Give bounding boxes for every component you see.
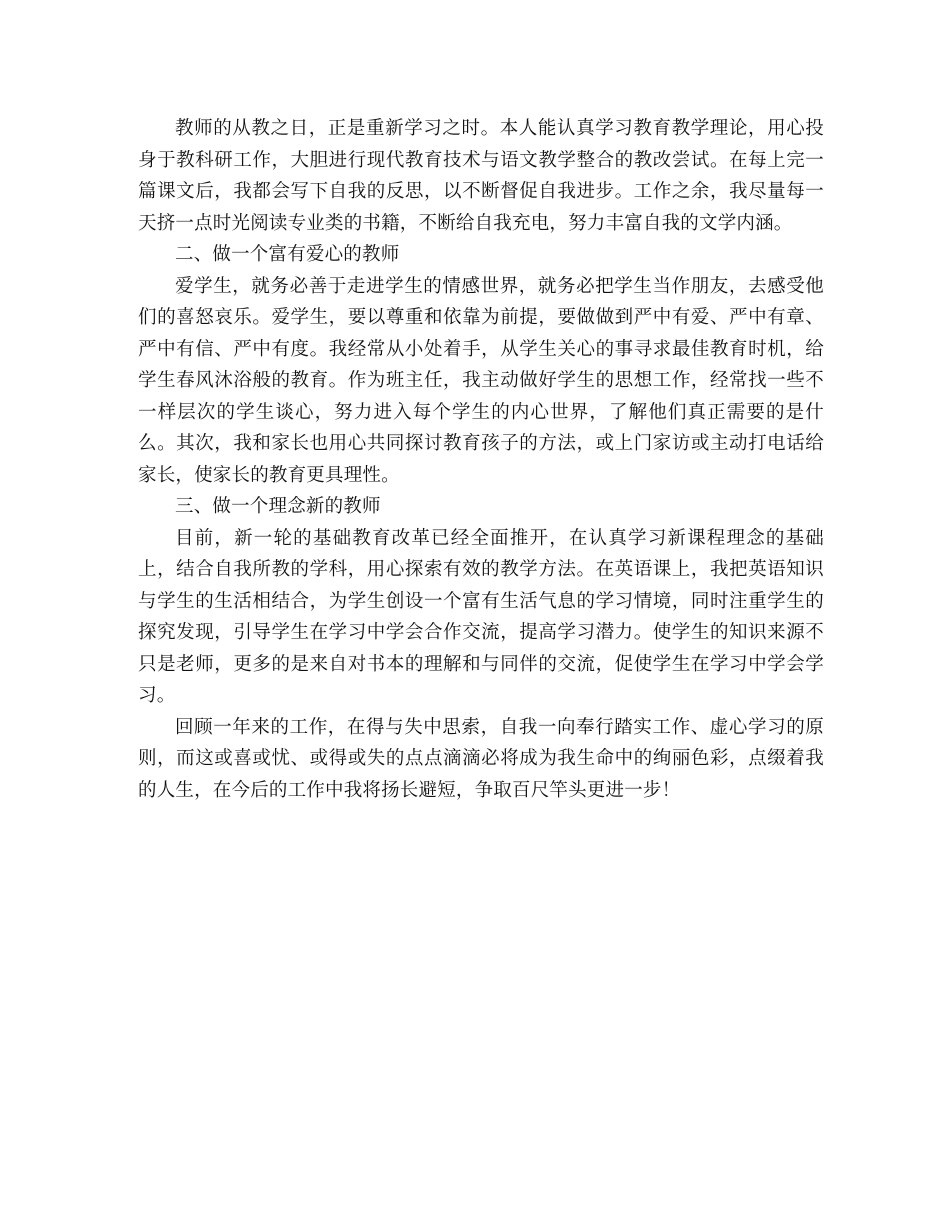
document-body (138, 113, 824, 806)
paragraph-self-study: 教师的从教之日，正是重新学习之时。本人能认真学习教育教学理论，用心投身于教科研工作，大胆进行现代教育技术与语文教学整合的教改尝试。在每上完一篇课文后，我都会写下自我的反思，以不断督促自我进步。工作之余，我尽量每一天挤一点时光阅读专业类的书籍，不断给自我充电，努力丰富自我的文学内涵。 (138, 118, 824, 234)
paragraph-education-reform: 目前，新一轮的基础教育改革已经全面推开，在认真学习新课程理念的基础上，结合自我所教的学科，用心探索有效的教学方法。在英语课上，我把英语知识与学生的生活相结合，为学生创设一个富有生活气息的学习情境，同时注重学生的探究发现，引导学生在学习中学会合作交流，提高学习潜力。使学生的知识来源不只是老师，更多的是来自对书本的理解和与同伴的交流，促使学生在学习中学会学习。 (138, 527, 824, 706)
paragraph-year-review: 回顾一年来的工作，在得与失中思索，自我一向奉行踏实工作、虚心学习的原则，而这或喜或忧、或得或失的点点滴滴必将成为我生命中的绚丽色彩，点缀着我的人生，在今后的工作中我将扬长避短，争取百尺竿头更进一步！ (138, 716, 824, 801)
section-heading-caring-teacher: 二、做一个富有爱心的教师 (175, 244, 400, 265)
section-heading-new-concept-teacher: 三、做一个理念新的教师 (175, 496, 381, 517)
paragraph-love-students: 爱学生，就务必善于走进学生的情感世界，就务必把学生当作朋友，去感受他们的喜怒哀乐。爱学生，要以尊重和依靠为前提，要做做到严中有爱、严中有章、严中有信、严中有度。我经常从小处着手，从学生关心的事寻求最佳教育时机，给学生春风沐浴般的教育。作为班主任，我主动做好学生的思想工作，经常找一些不一样层次的学生谈心，努力进入每个学生的内心世界，了解他们真正需要的是什么。其次，我和家长也用心共同探讨教育孩子的方法，或上门家访或主动打电话给家长，使家长的教育更具理性。 (138, 275, 824, 486)
